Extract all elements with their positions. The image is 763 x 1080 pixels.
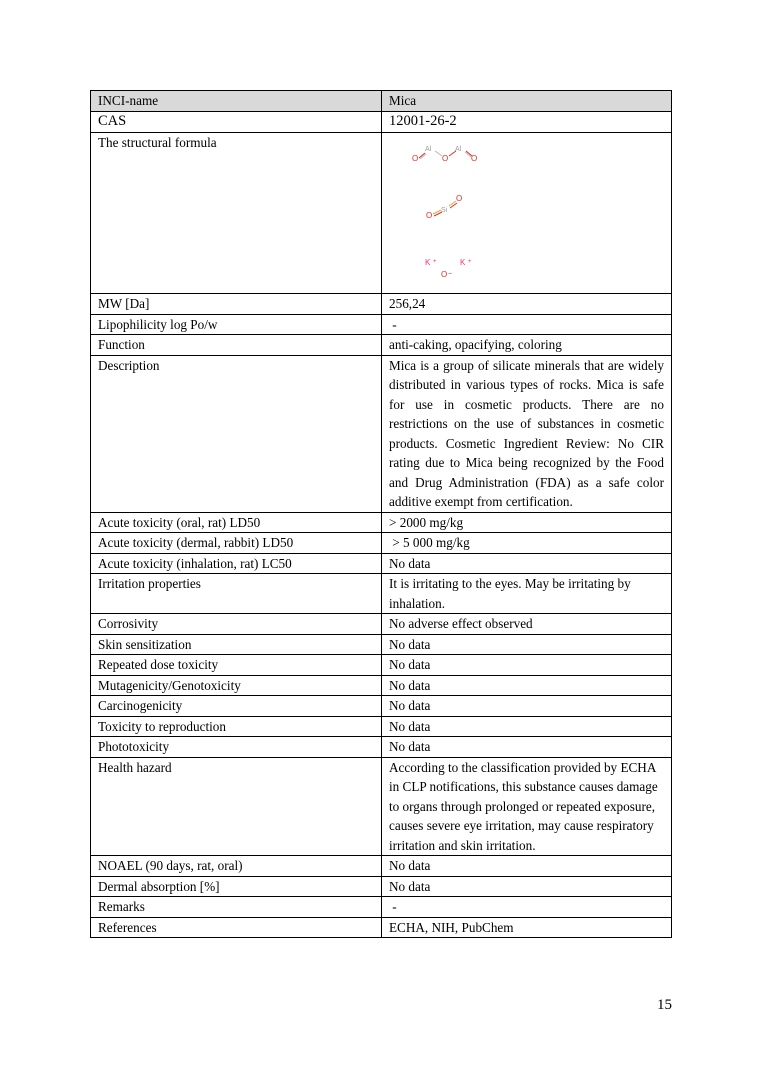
row-key: Skin sensitization <box>91 634 382 655</box>
table-row <box>91 655 672 676</box>
table-row <box>91 574 672 614</box>
atom-o: O <box>442 154 449 163</box>
row-value: No data <box>382 716 672 737</box>
atom-k: K <box>460 258 466 267</box>
table-row <box>91 737 672 758</box>
row-value: No data <box>382 856 672 877</box>
table-row <box>91 512 672 533</box>
bond <box>435 151 442 156</box>
bond <box>450 203 457 208</box>
table-row <box>91 876 672 897</box>
row-key: Corrosivity <box>91 614 382 635</box>
atom-si: Si <box>441 207 448 214</box>
atom-o: O <box>456 194 463 203</box>
table-row <box>91 133 672 294</box>
table-row <box>91 675 672 696</box>
row-key: Repeated dose toxicity <box>91 655 382 676</box>
row-value: No data <box>382 634 672 655</box>
row-key: Toxicity to reproduction <box>91 716 382 737</box>
table-row <box>91 533 672 554</box>
row-key: Remarks <box>91 897 382 918</box>
row-key: NOAEL (90 days, rat, oral) <box>91 856 382 877</box>
row-key: References <box>91 917 382 938</box>
row-key: Lipophilicity log Po/w <box>91 314 382 335</box>
row-key: Irritation properties <box>91 574 382 614</box>
atom-o: O <box>471 154 478 163</box>
row-key: Description <box>91 355 382 512</box>
atom-o: O <box>426 211 433 220</box>
structural-formula-image <box>412 139 502 289</box>
table-row <box>91 856 672 877</box>
row-key: MW [Da] <box>91 294 382 315</box>
row-key: Acute toxicity (inhalation, rat) LC50 <box>91 553 382 574</box>
row-value: > 2000 mg/kg <box>382 512 672 533</box>
row-key: Phototoxicity <box>91 737 382 758</box>
row-key: Dermal absorption [%] <box>91 876 382 897</box>
row-value: According to the classification provided by ECHA in CLP notifications, this substance causes damage to organs through prolonged or repeated exposure, causes severe eye irritation, may cause respiratory irritation and skin irritation. <box>382 757 672 856</box>
row-value: No data <box>382 696 672 717</box>
atom-o: O <box>412 154 419 163</box>
row-key: Acute toxicity (oral, rat) LD50 <box>91 512 382 533</box>
row-value: No data <box>382 876 672 897</box>
row-key: Carcinogenicity <box>91 696 382 717</box>
table-row <box>91 335 672 356</box>
structural-formula-cell <box>382 133 672 294</box>
row-value: Mica <box>382 91 672 112</box>
atom-al: Al <box>425 146 432 153</box>
atom-o: O <box>441 270 448 279</box>
table-row <box>91 696 672 717</box>
charge-plus: + <box>433 259 437 265</box>
row-value: No data <box>382 553 672 574</box>
table-row <box>91 897 672 918</box>
row-value: No adverse effect observed <box>382 614 672 635</box>
row-value: anti-caking, opacifying, coloring <box>382 335 672 356</box>
table-row <box>91 634 672 655</box>
table-row <box>91 757 672 856</box>
charge-plus: + <box>468 259 472 265</box>
row-value: No data <box>382 675 672 696</box>
row-key: Mutagenicity/Genotoxicity <box>91 675 382 696</box>
table-row <box>91 716 672 737</box>
bond <box>449 201 456 206</box>
table-row <box>91 314 672 335</box>
row-value: - <box>382 897 672 918</box>
atom-k: K <box>425 258 431 267</box>
row-value: - <box>382 314 672 335</box>
table-row <box>91 294 672 315</box>
row-value: No data <box>382 737 672 758</box>
table-row <box>91 355 672 512</box>
row-value: No data <box>382 655 672 676</box>
row-value: ECHA, NIH, PubChem <box>382 917 672 938</box>
row-value: 256,24 <box>382 294 672 315</box>
atom-al: Al <box>455 146 462 153</box>
row-value: Mica is a group of silicate minerals that are widely distributed in various types of rocks. Mica is safe for use in cosmetic products. There are no restrictions on the use of substances in cosmetic products. Cosmetic Ingredient Review: No CIR rating due to Mica being recognized by the Food and Drug Administration (FDA) as a safe color additive exempt from certification. <box>382 355 672 512</box>
table-row <box>91 91 672 112</box>
row-value: 12001-26-2 <box>382 112 672 133</box>
charge-minus: − <box>448 271 453 278</box>
page-number: 15 <box>657 997 672 1013</box>
row-key: Function <box>91 335 382 356</box>
row-key: The structural formula <box>91 133 382 294</box>
row-key: Health hazard <box>91 757 382 856</box>
table-row <box>91 553 672 574</box>
ingredient-table <box>90 90 672 938</box>
table-row <box>91 614 672 635</box>
table-row <box>91 917 672 938</box>
row-value: It is irritating to the eyes. May be irritating by inhalation. <box>382 574 672 614</box>
row-key: INCI-name <box>91 91 382 112</box>
table-row <box>91 112 672 133</box>
row-value: > 5 000 mg/kg <box>382 533 672 554</box>
row-key: CAS <box>91 112 382 133</box>
row-key: Acute toxicity (dermal, rabbit) LD50 <box>91 533 382 554</box>
